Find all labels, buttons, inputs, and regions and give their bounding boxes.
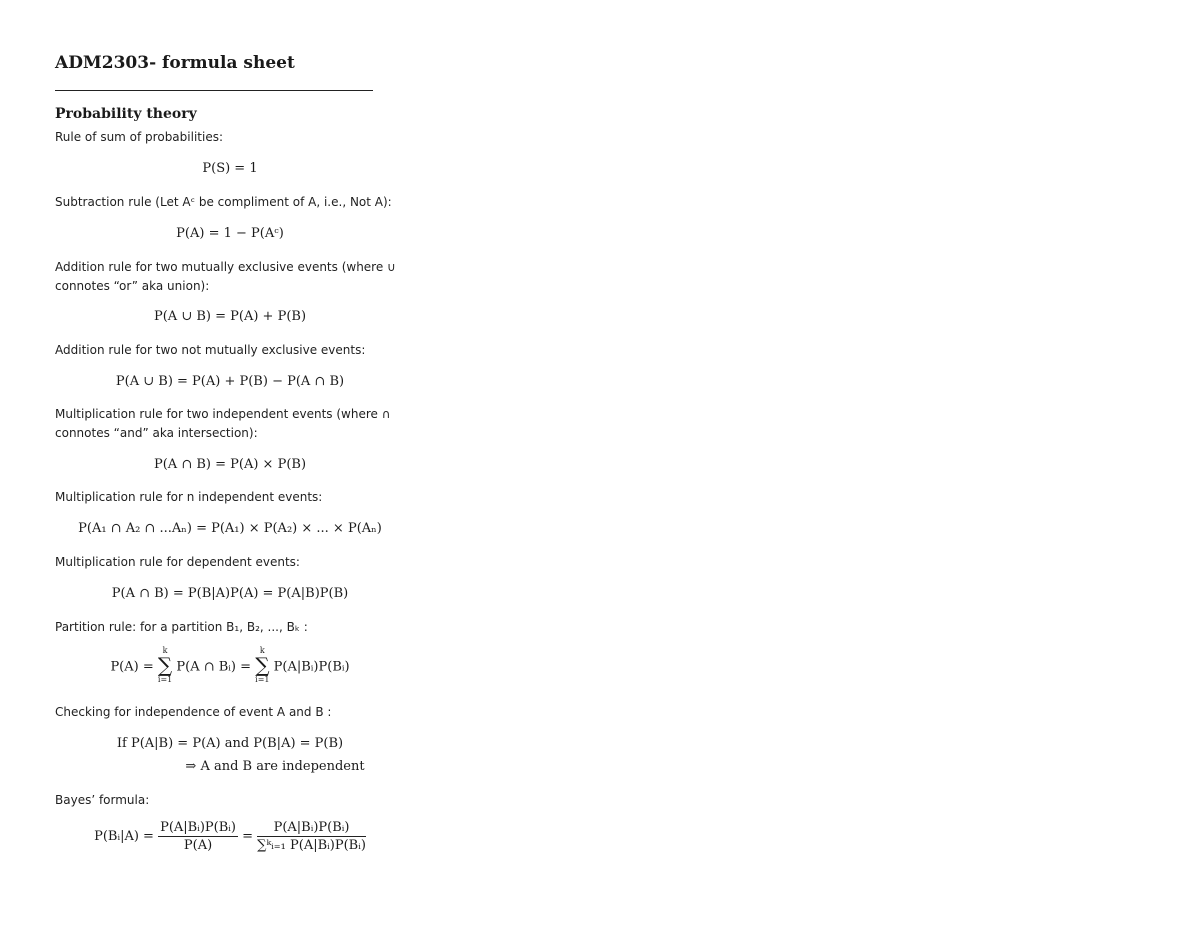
partition-rule-label: Partition rule: for a partition B₁, B₂, ..., Bₖ : <box>55 620 308 634</box>
multiplication-dependent-equation: P(A ∩ B) = P(B|A)P(A) = P(A|B)P(B) <box>111 586 349 601</box>
multiplication-n-label: Multiplication rule for n independent events: <box>55 490 323 504</box>
bayes-fraction-2 <box>257 820 366 853</box>
sum-upper-limit: k <box>259 646 265 655</box>
subtraction-rule-label: Subtraction rule (Let Aᶜ be compliment of A, i.e., Not A): <box>55 195 392 209</box>
bayes-lhs: P(Bᵢ|A) = <box>94 829 154 844</box>
multiplication-independent-equation: P(A ∩ B) = P(A) × P(B) <box>153 457 307 472</box>
independence-check-label: Checking for independence of event A and B : <box>55 705 332 719</box>
independence-conclusion: ⇒ A and B are independent <box>185 759 365 774</box>
bayes-equals: = <box>242 829 254 844</box>
bayes-fraction-2-numerator: P(A|Bᵢ)P(Bᵢ) <box>257 820 366 837</box>
sum-lower-limit: i=1 <box>157 675 173 684</box>
multiplication-independent-label-line1: Multiplication rule for two independent events (where ∩ <box>55 407 391 421</box>
summation-symbol <box>255 646 269 684</box>
multiplication-independent-label-line2: connotes “and” aka intersection): <box>55 426 258 440</box>
partition-term2: P(A|Bᵢ)P(Bᵢ) <box>273 659 350 675</box>
partition-lhs: P(A) = <box>110 659 154 675</box>
addition-nonexclusive-equation: P(A ∪ B) = P(A) + P(B) − P(A ∩ B) <box>115 374 345 389</box>
title-divider <box>55 90 373 91</box>
addition-nonexclusive-label: Addition rule for two not mutually exclusive events: <box>55 343 366 357</box>
partition-term1: P(A ∩ Bᵢ) = <box>176 659 252 675</box>
section-heading: Probability theory <box>55 106 197 122</box>
sum-lower-limit: i=1 <box>255 675 270 684</box>
subtraction-rule-equation: P(A) = 1 − P(Aᶜ) <box>176 226 284 241</box>
multiplication-n-equation: P(A₁ ∩ A₂ ∩ ...Aₙ) = P(A₁) × P(A₂) × ... × P(Aₙ) <box>78 521 382 536</box>
sum-upper-limit: k <box>162 646 168 655</box>
addition-exclusive-equation: P(A ∪ B) = P(A) + P(B) <box>153 309 307 324</box>
addition-exclusive-label-line2: connotes “or” aka union): <box>55 279 210 293</box>
bayes-formula-equation <box>55 820 405 853</box>
bayes-fraction-1-numerator: P(A|Bᵢ)P(Bᵢ) <box>160 820 236 835</box>
partition-rule-equation <box>55 648 405 686</box>
bayes-fraction-1 <box>158 820 238 853</box>
independence-condition: If P(A|B) = P(A) and P(B|A) = P(B) <box>116 736 344 751</box>
page-title: ADM2303- formula sheet <box>55 53 295 73</box>
bayes-formula-label: Bayes’ formula: <box>55 793 150 807</box>
bayes-fraction-1-denominator: P(A) <box>183 838 213 853</box>
sum-rule-equation: P(S) = 1 <box>202 161 258 176</box>
summation-symbol <box>158 646 172 684</box>
sigma-glyph: ∑ <box>255 653 270 677</box>
sigma-glyph: ∑ <box>157 653 173 677</box>
bayes-fraction-2-denominator: ∑ᵏᵢ₌₁ P(A|Bᵢ)P(Bᵢ) <box>257 838 366 853</box>
sum-rule-label: Rule of sum of probabilities: <box>55 130 223 144</box>
addition-exclusive-label-line1: Addition rule for two mutually exclusive events (where ∪ <box>55 260 396 274</box>
multiplication-dependent-label: Multiplication rule for dependent events: <box>55 555 300 569</box>
